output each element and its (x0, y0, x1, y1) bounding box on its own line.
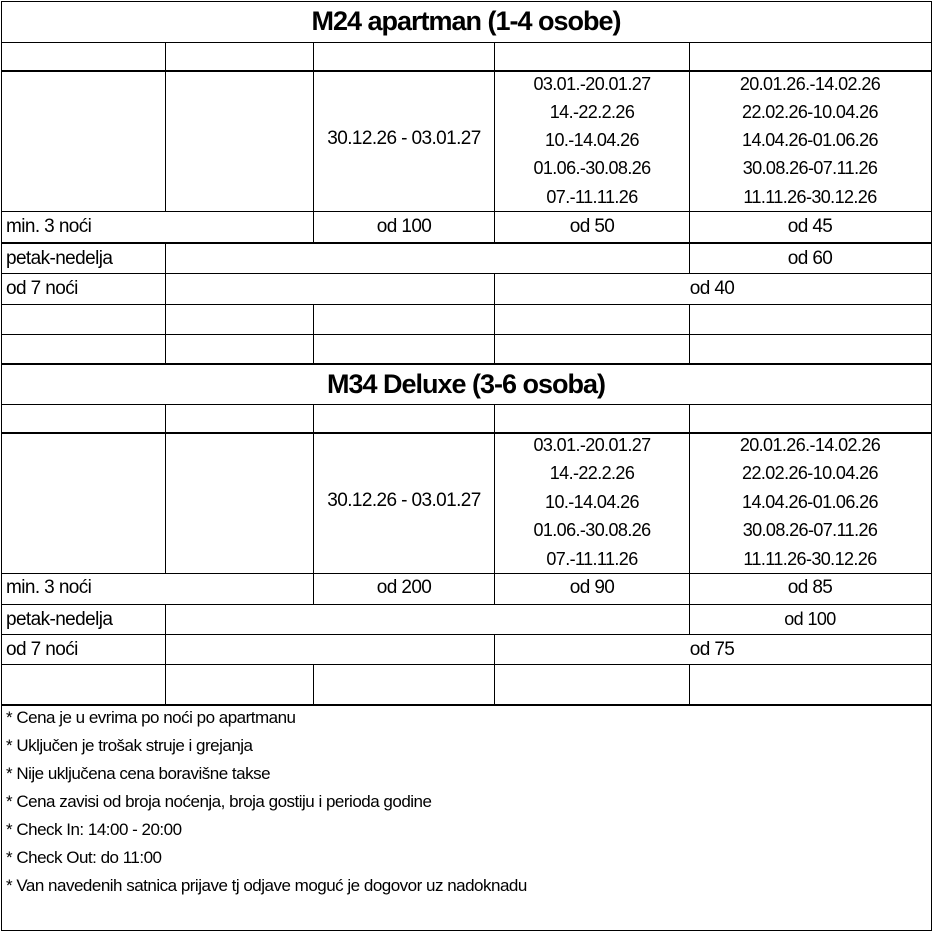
period-mid-4: 01.06.-30.08.26 (533, 520, 651, 540)
row-label-7nights: od 7 noći (6, 639, 78, 660)
price-mid-min3: od 50 (569, 216, 615, 237)
period-holiday: 30.12.26 - 03.01.27 (327, 128, 481, 149)
price-7nights: od 75 (689, 639, 735, 660)
note-item: * Van navedenih satnica prijave tj odjave moguć je dogovor uz nadoknadu (6, 876, 527, 895)
period-mid-4: 01.06.-30.08.26 (533, 158, 651, 178)
price-mid-min3: od 90 (569, 577, 615, 598)
period-mid-3: 10.-14.04.26 (545, 130, 639, 150)
note-item: * Nije uključena cena boravišne takse (6, 764, 271, 783)
period-low-1: 20.01.26.-14.02.26 (739, 74, 881, 94)
note-item: * Uključen je trošak struje i grejanja (6, 736, 253, 755)
period-low-2: 22.02.26-10.04.26 (742, 102, 878, 122)
period-mid-5: 07.-11.11.26 (546, 549, 638, 569)
row-label-weekend: petak-nedelja (6, 609, 113, 630)
period-mid-2: 14.-22.2.26 (549, 463, 635, 483)
note-item: * Cena je u evrima po noći po apartmanu (6, 708, 296, 727)
period-mid-3: 10.-14.04.26 (545, 492, 639, 512)
period-mid-1: 03.01.-20.01.27 (533, 74, 651, 94)
price-holiday-min3: od 100 (376, 216, 432, 237)
period-mid-5: 07.-11.11.26 (546, 187, 638, 207)
note-item: * Check Out: do 11:00 (6, 848, 162, 867)
period-low-3: 14.04.26-01.06.26 (742, 130, 878, 150)
period-low-5: 11.11.26-30.12.26 (743, 549, 877, 569)
period-holiday: 30.12.26 - 03.01.27 (327, 490, 481, 511)
row-label-min3: min. 3 noći (6, 577, 92, 598)
row-label-weekend: petak-nedelja (6, 248, 113, 269)
period-low-2: 22.02.26-10.04.26 (742, 463, 878, 483)
note-item: * Cena zavisi od broja noćenja, broja gostiju i perioda godine (6, 792, 432, 811)
price-low-weekend: od 60 (787, 248, 833, 269)
price-holiday-min3: od 200 (376, 577, 432, 598)
section-title: M24 apartman (1-4 osobe) (311, 6, 621, 36)
period-low-4: 30.08.26-07.11.26 (742, 158, 878, 178)
section-title: M34 Deluxe (3-6 osoba) (326, 369, 606, 399)
period-low-1: 20.01.26.-14.02.26 (739, 435, 881, 455)
price-low-weekend: od 100 (784, 609, 836, 629)
price-low-min3: od 85 (787, 577, 833, 598)
row-label-7nights: od 7 noći (6, 278, 78, 299)
row-label-min3: min. 3 noći (6, 216, 92, 237)
price-low-min3: od 45 (787, 216, 833, 237)
price-7nights: od 40 (689, 278, 735, 299)
period-low-5: 11.11.26-30.12.26 (743, 187, 877, 207)
period-low-4: 30.08.26-07.11.26 (742, 520, 878, 540)
period-mid-1: 03.01.-20.01.27 (533, 435, 651, 455)
note-item: * Check In: 14:00 - 20:00 (6, 820, 182, 839)
period-low-3: 14.04.26-01.06.26 (742, 492, 878, 512)
period-mid-2: 14.-22.2.26 (549, 102, 635, 122)
